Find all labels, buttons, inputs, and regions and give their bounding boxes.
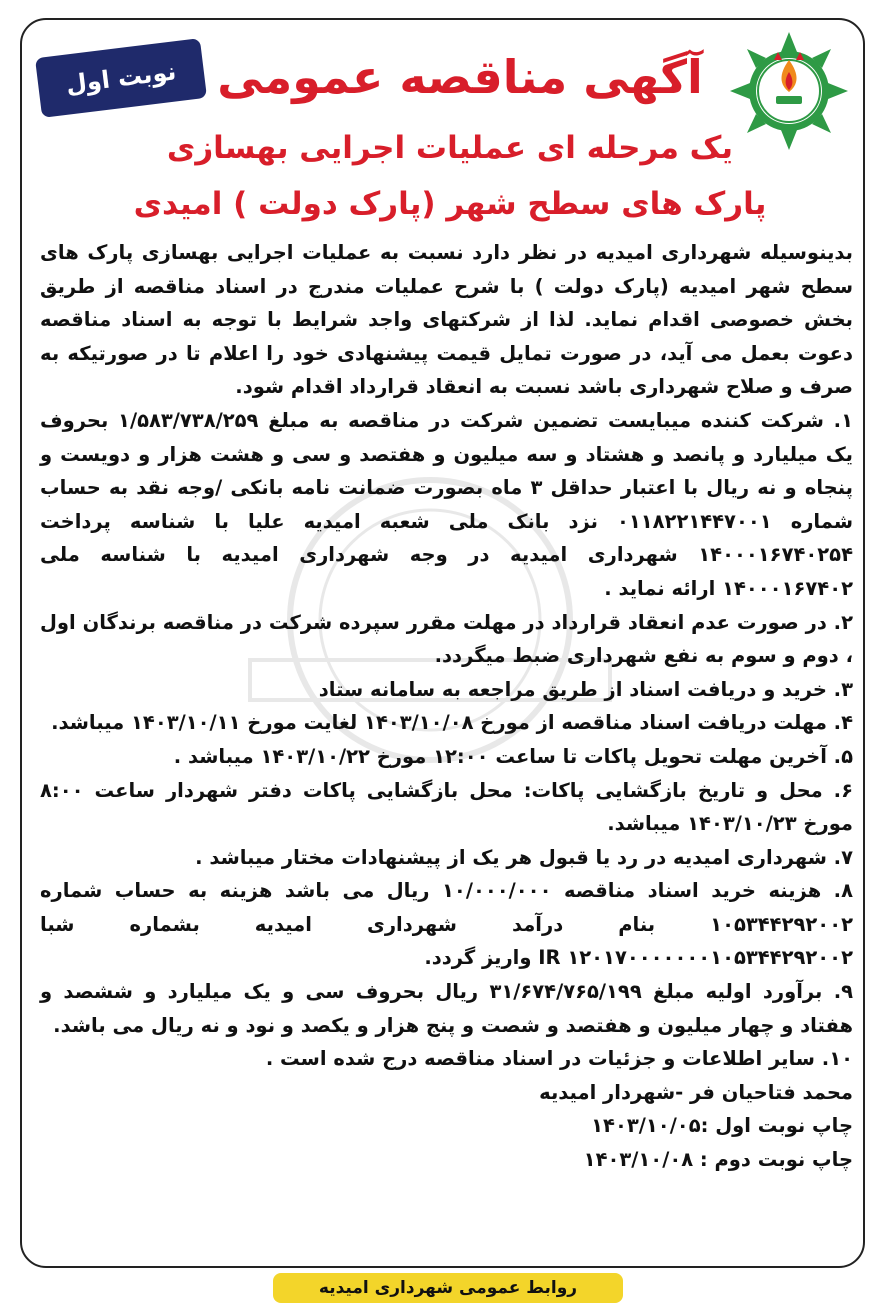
clause-2: ۲. در صورت عدم انعقاد قرارداد در مهلت مقرر سپرده شرکت در مناقصه برندگان اول ، دوم و سوم به نفع شهرداری ضبط میگردد. bbox=[40, 610, 853, 668]
clause-5: ۵. آخرین مهلت تحویل پاکات تا ساعت ۱۲:۰۰ مورخ ۱۴۰۳/۱۰/۲۲ میباشد . bbox=[173, 744, 853, 768]
notice-subtitle-line2: پارک های سطح شهر (پارک دولت ) امیدی bbox=[133, 186, 767, 222]
clause-7: ۷. شهرداری امیدیه در رد یا قبول هر یک از پیشنهادات مختار میباشد . bbox=[195, 845, 853, 869]
print-date-second: چاپ نوبت دوم : ۱۴۰۳/۱۰/۰۸ bbox=[583, 1148, 853, 1172]
clause-8: ۸. هزینه خرید اسناد مناقصه ۱۰/۰۰۰/۰۰۰ ریال می باشد هزینه به حساب شماره ۱۰۵۳۴۴۲۹۲۰۰۲ بنام درآمد شهرداری امیدیه بشماره شبا ۱۲۰۱۷۰۰۰۰۰۰۰۱۰۵۳۴۴۲۹۲۰۰۲ IR واریز گردد. bbox=[40, 879, 853, 970]
notice-title: آگهی مناقصه عمومی bbox=[217, 50, 703, 104]
mayor-signature: محمد فتاحیان فر -شهردار امیدیه bbox=[539, 1080, 853, 1104]
notice-body bbox=[40, 236, 853, 1177]
clause-9: ۹. برآورد اولیه مبلغ ۳۱/۶۷۴/۷۶۵/۱۹۹ ریال بحروف سی و یک میلیارد و ششصد و هفتاد و چهار میلیون و هفتصد و شصت و پنج هزار و یکصد و نود و نه ریال می باشد. bbox=[40, 980, 854, 1037]
print-date-first: چاپ نوبت اول :۱۴۰۳/۱۰/۰۵ bbox=[591, 1114, 853, 1138]
notice-subtitle-line1: یک مرحله ای عملیات اجرایی بهسازی bbox=[166, 130, 734, 166]
public-relations-footer: روابط عمومی شهرداری امیدیه bbox=[273, 1273, 623, 1303]
clause-4: ۴. مهلت دریافت اسناد مناقصه از مورخ ۱۴۰۳/۱۰/۰۸ لغایت مورخ ۱۴۰۳/۱۰/۱۱ میباشد. bbox=[51, 711, 853, 735]
first-print-badge: نوبت اول bbox=[35, 38, 207, 118]
intro-paragraph: بدینوسیله شهرداری امیدیه در نظر دارد نسبت به عملیات اجرایی بهسازی پارک های سطح شهر امیدیه (پارک دولت ) با شرح عملیات مندرج در اسناد مناقصه از طریق بخش خصوصی اقدام نماید. لذا از شرکتهای واجد شرایط با توجه به اسناد مناقصه دعوت بعمل می آید، در صورت تمایل قیمت پیشنهادی خود را اعلام تا در صورتیکه به صرف و صلاح شهرداری باشد نسبت به انعقاد قرارداد اقدام شود. bbox=[40, 241, 853, 399]
clause-3: ۳. خرید و دریافت اسناد از طریق مراجعه به سامانه ستاد bbox=[318, 677, 853, 701]
clause-6: ۶. محل و تاریخ بازگشایی پاکات: محل بازگشایی پاکات دفتر شهردار ساعت ۸:۰۰ مورخ ۱۴۰۳/۱۰/۲۳ میباشد. bbox=[40, 778, 853, 836]
clause-1: ۱. شرکت کننده میبایست تضمین شرکت در مناقصه به مبلغ ۱/۵۸۳/۷۳۸/۲۵۹ بحروف یک میلیارد و پانصد و هشتاد و سه میلیون و هفتصد و سی و هشت هزار و دویست و پنجاه و نه ریال با اعتبار حداقل ۳ ماه بصورت ضمانت نامه بانکی /وجه نقد به حساب شماره ۰۱۱۸۲۲۱۴۴۷۰۰۱ نزد بانک ملی شعبه امیدیه علیا با شناسه پرداخت ۱۴۰۰۰۱۶۷۴۰۲۵۴ شهرداری امیدیه در وجه شهرداری امیدیه با شناسه ملی ۱۴۰۰۰۱۶۷۴۰۲ ارائه نماید . bbox=[40, 408, 853, 600]
clause-10: ۱۰. سایر اطلاعات و جزئیات در اسناد مناقصه درج شده است . bbox=[265, 1047, 853, 1071]
